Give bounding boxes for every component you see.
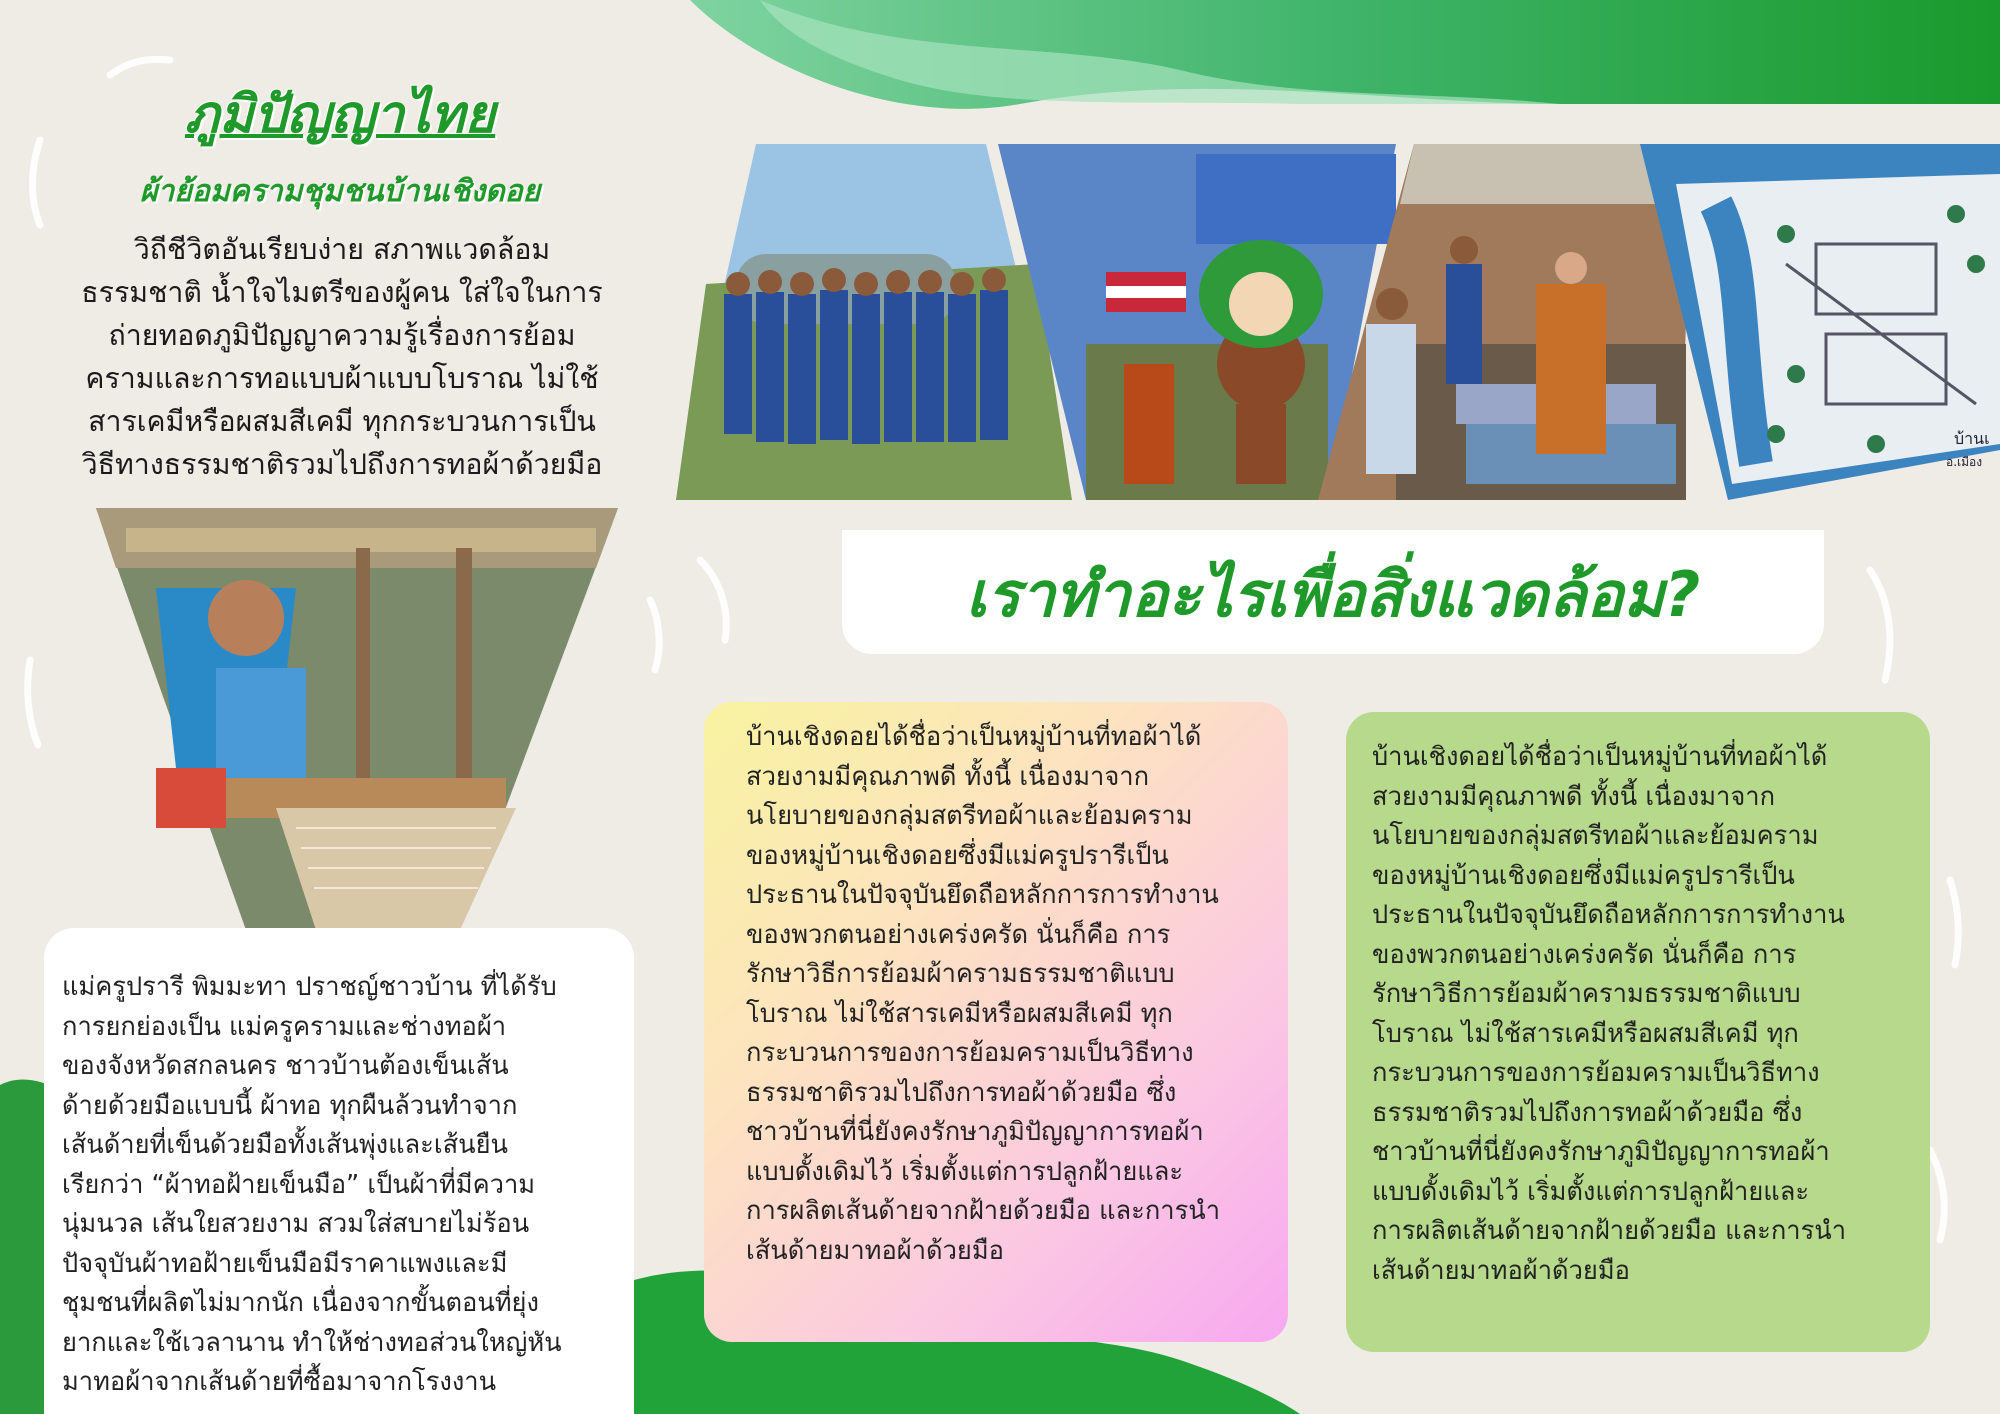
left-card-line: การยกย่องเป็น แม่ครูครามและช่างทอผ้า xyxy=(62,1011,507,1042)
middle-card-line: ประธานในปัจจุบันยึดถือหลักการการทำงาน xyxy=(746,880,1219,910)
right-card-line: ชาวบ้านที่นี่ยังคงรักษาภูมิปัญญาการทอผ้า xyxy=(1372,1137,1830,1167)
middle-card-line: การผลิตเส้นด้ายจากฝ้ายด้วยมือ และการนำ xyxy=(746,1196,1221,1226)
left-card-line: เส้นด้ายที่เข็นด้วยมือทั้งเส้นพุ่งและเส้นยืน xyxy=(62,1130,508,1160)
middle-card-line: ธรรมชาติรวมไปถึงการทอผ้าด้วยมือ ซึ่ง xyxy=(746,1077,1177,1108)
right-card-line: แบบดั้งเดิมไว้ เริ่มตั้งแต่การปลูกฝ้ายและ xyxy=(1372,1176,1810,1207)
middle-card-line: ชาวบ้านที่นี่ยังคงรักษาภูมิปัญญาการทอผ้า xyxy=(746,1117,1204,1147)
right-card-line: ของพวกตนอย่างเคร่งครัด นั่นก็คือ การ xyxy=(1372,939,1797,970)
section-heading: เราทำอะไรเพื่อสิ่งแวดล้อม? xyxy=(965,558,1701,631)
right-card-line: บ้านเชิงดอยได้ชื่อว่าเป็นหมู่บ้านที่ทอผ้าได้ xyxy=(1372,742,1828,772)
map-bottom-label: อ.เมือง xyxy=(1946,455,1983,469)
left-card-line: ปัจจุบันผ้าทอฝ้ายเข็นมือมีราคาแพงและมี xyxy=(62,1248,508,1279)
middle-card-line: กระบวนการของการย้อมครามเป็นวิธีทาง xyxy=(746,1038,1194,1068)
intro-line: วิธีทางธรรมชาติรวมไปถึงการทอผ้าด้วยมือ xyxy=(81,448,603,481)
intro-line: สารเคมีหรือผสมสีเคมี ทุกกระบวนการเป็น xyxy=(88,405,596,438)
left-card-line: มาทอผ้าจากเส้นด้ายที่ซื้อมาจากโรงงาน xyxy=(62,1367,497,1397)
left-card-line: ยากและใช้เวลานาน ทำให้ช่างทอส่วนใหญ่หัน xyxy=(62,1327,562,1358)
left-card-line: นุ่มนวล เส้นใยสวยงาม สวมใส่สบายไม่ร้อน xyxy=(62,1209,530,1239)
middle-card-line: เส้นด้ายมาทอผ้าด้วยมือ xyxy=(746,1235,1004,1266)
page-subtitle: ผ้าย้อมครามชุมชนบ้านเชิงดอย xyxy=(139,174,541,209)
left-card-line: แม่ครูปรารี พิมมะทา ปราชญ์ชาวบ้าน ที่ได้รับ xyxy=(62,972,557,1002)
left-text-card xyxy=(44,928,634,1414)
map-corner-label: บ้านเ xyxy=(1954,429,1990,448)
middle-card-line: โบราณ ไม่ใช้สารเคมีหรือผสมสีเคมี ทุก xyxy=(746,998,1173,1029)
left-card-line: เรียกว่า “ผ้าทอฝ้ายเข็นมือ” เป็นผ้าที่มีความ xyxy=(62,1169,536,1200)
middle-card-line: นโยบายของกลุ่มสตรีทอผ้าและย้อมคราม xyxy=(746,801,1193,831)
intro-line: วิถีชีวิตอันเรียบง่าย สภาพแวดล้อม xyxy=(133,233,551,266)
middle-card-line: สวยงามมีคุณภาพดี ทั้งนี้ เนื่องมาจาก xyxy=(746,761,1150,792)
right-card-line: ประธานในปัจจุบันยึดถือหลักการการทำงาน xyxy=(1372,900,1845,930)
right-card-line: โบราณ ไม่ใช้สารเคมีหรือผสมสีเคมี ทุก xyxy=(1372,1018,1799,1049)
left-card-line: ชุมชนที่ผลิตไม่มากนัก เนื่องจากขั้นตอนที่ยุ่ง xyxy=(62,1288,539,1318)
middle-card-line: ของหมู่บ้านเชิงดอยซึ่งมีแม่ครูปรารีเป็น xyxy=(746,840,1169,871)
right-card-line: กระบวนการของการย้อมครามเป็นวิธีทาง xyxy=(1372,1058,1820,1088)
middle-card-line: ของพวกตนอย่างเคร่งครัด นั่นก็คือ การ xyxy=(746,919,1171,950)
middle-card-line: แบบดั้งเดิมไว้ เริ่มตั้งแต่การปลูกฝ้ายและ xyxy=(746,1156,1184,1187)
intro-line: ครามและการทอแบบผ้าแบบโบราณ ไม่ใช้ xyxy=(85,362,599,395)
intro-paragraph xyxy=(52,228,632,486)
right-card-line: รักษาวิธีการย้อมผ้าครามธรรมชาติแบบ xyxy=(1372,979,1801,1009)
right-card-line: นโยบายของกลุ่มสตรีทอผ้าและย้อมคราม xyxy=(1372,821,1819,851)
right-text-card xyxy=(1346,712,1930,1352)
right-card-line: เส้นด้ายมาทอผ้าด้วยมือ xyxy=(1372,1255,1630,1286)
woman-weaving-photo xyxy=(96,508,618,930)
left-card-line: ด้ายด้วยมือแบบนี้ ผ้าทอ ทุกผืนล้วนทำจาก xyxy=(62,1090,518,1121)
photo-strip xyxy=(676,144,2000,504)
middle-text-card xyxy=(704,702,1288,1342)
middle-card-line: บ้านเชิงดอยได้ชื่อว่าเป็นหมู่บ้านที่ทอผ้าได้ xyxy=(746,722,1202,752)
right-card-line: ธรรมชาติรวมไปถึงการทอผ้าด้วยมือ ซึ่ง xyxy=(1372,1097,1803,1128)
page-title: ภูมิปัญญาไทย xyxy=(184,85,496,145)
right-card-line: ของหมู่บ้านเชิงดอยซึ่งมีแม่ครูปรารีเป็น xyxy=(1372,860,1795,891)
right-card-line: การผลิตเส้นด้ายจากฝ้ายด้วยมือ และการนำ xyxy=(1372,1216,1847,1246)
left-card-line: ของจังหวัดสกลนคร ชาวบ้านต้องเข็นเส้น xyxy=(62,1051,509,1081)
middle-card-line: รักษาวิธีการย้อมผ้าครามธรรมชาติแบบ xyxy=(746,959,1175,989)
intro-line: ถ่ายทอดภูมิปัญญาความรู้เรื่องการย้อม xyxy=(108,319,576,352)
right-card-line: สวยงามมีคุณภาพดี ทั้งนี้ เนื่องมาจาก xyxy=(1372,781,1776,812)
intro-line: ธรรมชาติ น้ำใจไมตรีของผู้คน ใส่ใจในการ xyxy=(81,276,603,309)
